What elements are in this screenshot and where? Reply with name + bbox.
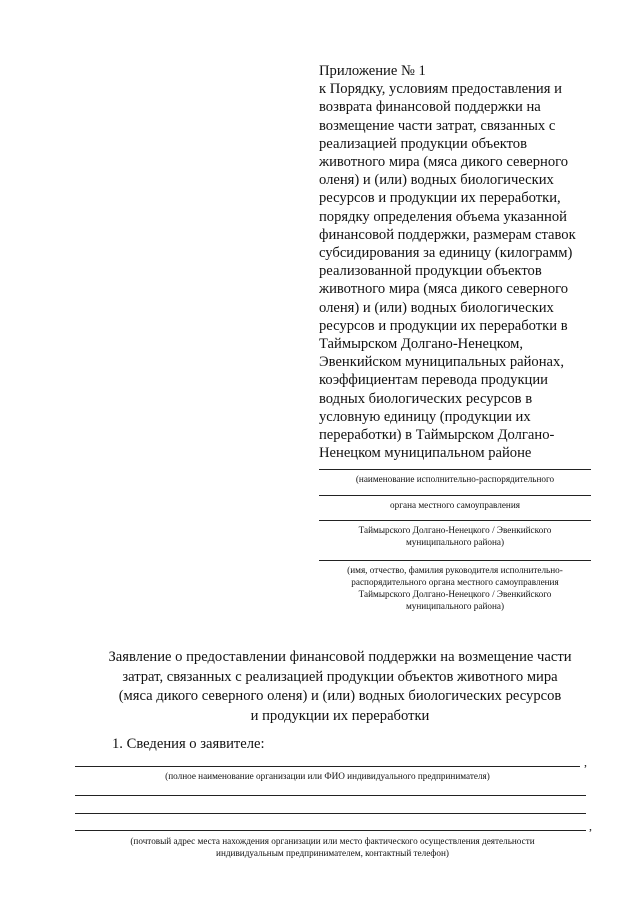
recipient-org-caption-2: органа местного самоуправления [390, 500, 520, 510]
recipient-org-caption: (наименование исполнительно-распорядительного [355, 474, 555, 484]
appendix-line: Ненецком муниципальном районе [319, 445, 532, 462]
recipient-head-caption: (имя, отчество, фамилия руководителя исполнительно- [347, 565, 563, 575]
statement-title [60, 648, 620, 726]
appendix-line: водных биологических ресурсов в [319, 390, 533, 407]
appendix-line: субсидирования за единицу (килограмм) [319, 245, 573, 262]
statement-title-line: затрат, связанных с реализацией продукции объектов животного мира [122, 668, 558, 685]
recipient-head-line[interactable] [319, 560, 591, 561]
applicant-address-line-2[interactable] [75, 813, 586, 814]
recipient-org-line[interactable] [319, 469, 591, 470]
appendix-line: переработки) в Таймырском Долгано- [319, 427, 555, 444]
applicant-name-caption: (полное наименование организации или ФИО индивидуального предпринимателя) [165, 771, 490, 781]
applicant-address-caption-2: индивидуальным предпринимателем, контактный телефон) [216, 848, 449, 858]
appendix-line: животного мира (мяса дикого северного [319, 281, 569, 298]
recipient-head-caption-4: муниципального района) [405, 601, 505, 611]
appendix-line: реализованной продукции объектов [319, 263, 542, 280]
appendix-line: ресурсов и продукции их переработки в [319, 317, 568, 334]
appendix-line: условную единицу (продукции их [319, 408, 531, 425]
appendix-line: оленя) и (или) водных биологических [319, 299, 554, 316]
recipient-district-caption: Таймырского Долгано-Ненецкого / Эвенкийского [358, 525, 552, 535]
applicant-section-heading: 1. Сведения о заявителе: [112, 736, 265, 752]
appendix-line: оленя) и (или) водных биологических [319, 172, 554, 189]
recipient-district-caption-2: муниципального района) [405, 537, 505, 547]
appendix-title: Приложение № 1 [319, 63, 426, 79]
applicant-address-comma: , [589, 819, 592, 833]
appendix-line: финансовой поддержки, размерам ставок [319, 226, 576, 243]
appendix-line: к Порядку, условиям предоставления и [319, 81, 562, 98]
applicant-name-line[interactable] [75, 766, 580, 767]
appendix-line: Таймырском Долгано-Ненецком, [319, 336, 524, 353]
applicant-name-comma: , [584, 755, 587, 769]
recipient-head-caption-3: Таймырского Долгано-Ненецкого / Эвенкийского [358, 589, 552, 599]
appendix-line: животного мира (мяса дикого северного [319, 154, 569, 171]
appendix-line: коэффициентам перевода продукции [319, 372, 548, 389]
applicant-address-caption: (почтовый адрес места нахождения организации или место фактического осуществления деятельности [130, 836, 535, 846]
appendix-header [319, 62, 589, 462]
applicant-address-line-3[interactable] [75, 830, 586, 831]
statement-title-line: (мяса дикого северного оленя) и (или) водных биологических ресурсов [118, 688, 562, 704]
appendix-line: реализацией продукции объектов [319, 135, 527, 152]
recipient-district-line[interactable] [319, 520, 591, 521]
appendix-line: Эвенкийском муниципальных районах, [319, 354, 564, 371]
applicant-address-line-1[interactable] [75, 795, 586, 796]
recipient-org-line-2[interactable] [319, 495, 591, 496]
appendix-line: ресурсов и продукции их переработки, [319, 190, 561, 207]
statement-title-line: Заявление о предоставлении финансовой поддержки на возмещение части [108, 649, 572, 665]
appendix-line: возмещение части затрат, связанных с [319, 117, 556, 134]
appendix-line: порядку определения объема указанной [319, 208, 567, 225]
statement-title-line: и продукции их переработки [250, 707, 430, 724]
recipient-head-caption-2: распорядительного органа местного самоуправления [351, 577, 559, 587]
appendix-line: возврата финансовой поддержки на [319, 99, 541, 116]
